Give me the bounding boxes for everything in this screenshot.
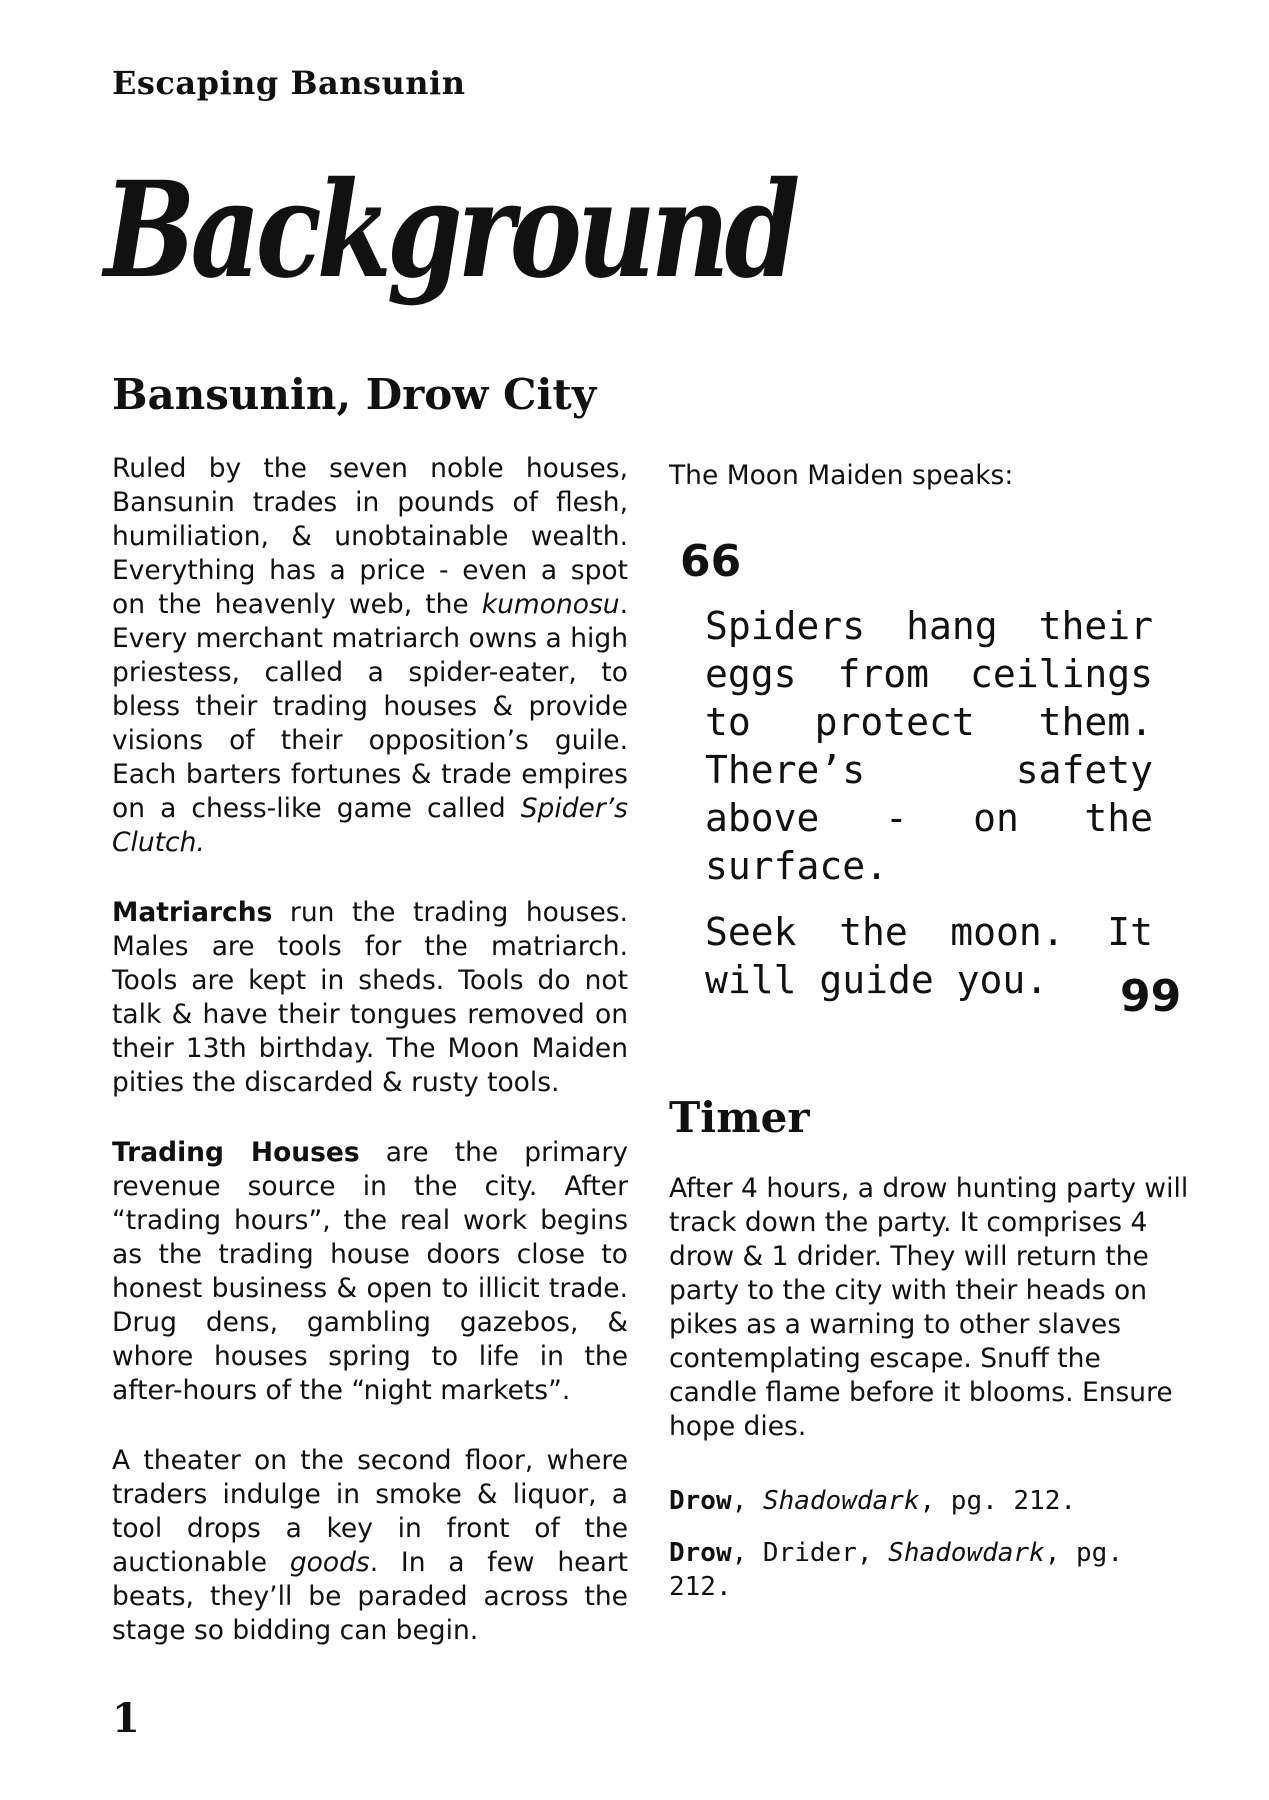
- stat2-book: Shadowdark: [888, 1538, 1045, 1568]
- term-trading-houses: Trading Houses: [112, 1137, 360, 1168]
- p1-text-a: Ruled by the seven noble houses, Bansunin trades in pounds of flesh, humiliation, & unobtainable wealth. Everything has a price - even a spot on the heavenly web, the: [112, 453, 628, 620]
- stat1-book: Shadowdark: [762, 1486, 920, 1516]
- paragraph-matriarchs: [112, 896, 628, 1100]
- p4-text-b: . In a few heart beats, they’ll be paraded across the stage so bidding can begin.: [112, 1547, 628, 1646]
- p3-text: are the primary revenue source in the city. After “trading hours”, the real work begins as the trading house doors close to honest business & open to illicit trade. Drug dens, gambling gazebos, & whore houses spring to life in the after-hours of the “night markets”.: [112, 1137, 629, 1406]
- page-number: 1: [112, 1695, 140, 1742]
- left-column: [112, 452, 628, 1684]
- timer-text: After 4 hours, a drow hunting party will track down the party. It comprises 4 drow & 1 drider. They will return the party to the city with their heads on pikes as a warning to other slaves contemplating escape. Snuff the candle flame before it blooms. Ensure hope dies.: [669, 1173, 1189, 1442]
- term-kumonosu: kumonosu: [481, 589, 620, 620]
- quote-close-mark: 99: [1120, 971, 1182, 1022]
- stat1-ref: , pg. 212.: [919, 1486, 1077, 1516]
- stat2-name: Drow: [669, 1538, 732, 1568]
- p2-text: run the trading houses. Males are tools for the matriarch. Tools are kept in sheds. Tools do not talk & have their tongues removed on their 13th birthday. The Moon Maiden pities the discarded & rusty tools.: [112, 897, 628, 1098]
- p1-text-b: . Every merchant matriarch owns a high priestess, called a spider-eater, to bless their trading houses & provide visions of their opposition’s guile. Each barters fortunes & trade empires on a chess-like game called: [112, 589, 628, 824]
- stat-reference-drider: [669, 1536, 1169, 1604]
- subsection-title: Bansunin, Drow City: [112, 370, 597, 419]
- term-matriarchs: Matriarchs: [112, 897, 273, 928]
- moon-maiden-quote: [705, 602, 1153, 1022]
- quote-paragraph-2: Seek the moon. It will guide you.: [705, 910, 1153, 1002]
- timer-title: Timer: [669, 1093, 810, 1142]
- term-goods: goods: [289, 1547, 370, 1578]
- stat1-sep: ,: [731, 1486, 763, 1516]
- running-head: Escaping Bansunin: [112, 64, 466, 102]
- paragraph-trading-houses: [112, 1136, 628, 1408]
- stat1-name: Drow: [669, 1486, 732, 1516]
- section-title: Background: [104, 153, 796, 308]
- p4-text-a: A theater on the second floor, where traders indulge in smoke & liquor, a tool drops a key in front of the auctionable: [112, 1445, 628, 1578]
- stat-reference-drow: [669, 1484, 1169, 1518]
- stat2-sep: , Drider,: [731, 1538, 889, 1568]
- quote-intro: The Moon Maiden speaks:: [669, 460, 1014, 491]
- paragraph-city-overview: [112, 452, 628, 860]
- term-spiders-clutch: Spider’s Clutch.: [112, 793, 628, 858]
- stat2-ref: , pg. 212.: [669, 1538, 1123, 1602]
- quote-open-mark: 66: [680, 536, 742, 587]
- quote-paragraph-1: Spiders hang their eggs from ceilings to protect them. There’s safety above - on the surface.: [705, 604, 1153, 888]
- paragraph-theater: [112, 1444, 628, 1648]
